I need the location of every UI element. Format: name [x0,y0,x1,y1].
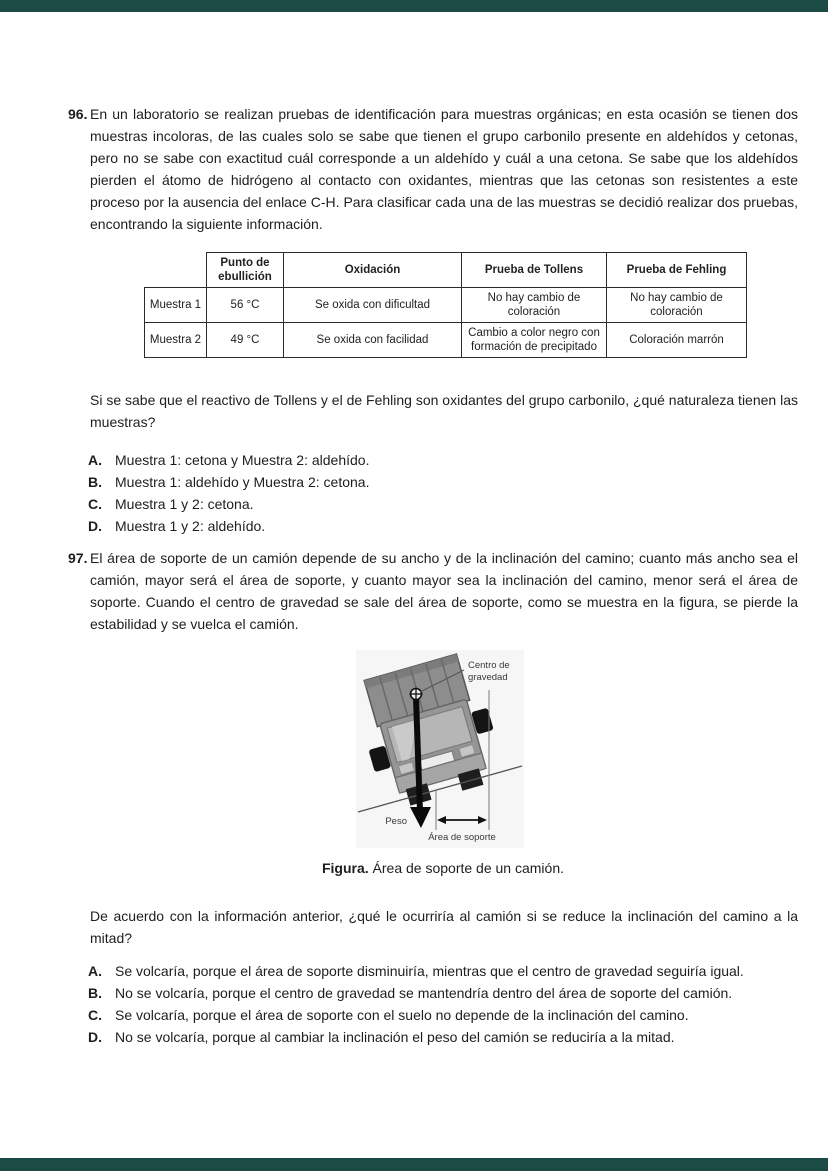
cog-label: Centro de gravedad [468,660,510,683]
option-row-97-a [88,960,800,982]
question-96 [68,103,798,235]
table-row-sample-1 [145,288,747,323]
option-text: Se volcaría, porque el área de soporte con el suelo no depende de la inclinación del camino. [115,1007,689,1023]
option-row-97-b [88,982,800,1004]
option-row-97-c [88,1004,800,1026]
option-letter: B. [88,474,102,490]
option-row-96-d [88,515,800,537]
figure-caption-title: Figura. [321,860,369,876]
table-header-row [145,253,747,288]
table-cell: 49 °C [207,323,284,358]
option-letter: A. [88,963,102,979]
option-text: Muestra 1 y 2: aldehído. [115,518,266,534]
question-97 [68,547,798,635]
question-97-body: El área de soporte de un camión depende de su ancho y de la inclinación del camino; cuanto más ancho sea el camión, mayor será el área de soporte, y cuanto mayor sea la inclinación del camino, menor será el área de soporte. Cuando el centro de gravedad se sale del área de soporte, como se muestra en la figura, se pierde la estabilidad y se vuelca el camión. [90,550,798,632]
table-header-oxidation: Oxidación [284,253,462,288]
table-cell: No hay cambio de coloración [607,288,747,323]
option-row-96-a [88,449,800,471]
figure-caption [68,858,818,878]
table-cell: Se oxida con facilidad [284,323,462,358]
option-letter: A. [88,452,102,468]
question-97-number: 97. [68,550,88,566]
support-area-label: Área de soporte [428,832,496,843]
option-text: Se volcaría, porque el área de soporte disminuiría, mientras que el centro de gravedad seguiría igual. [115,963,744,979]
table-cell: Muestra 1 [145,288,207,323]
table-cell: Muestra 2 [145,323,207,358]
page-bottom-border [0,1158,828,1171]
samples-results-table [144,252,747,358]
option-text: No se volcaría, porque el centro de gravedad se mantendría dentro del área de soporte del camión. [115,985,733,1001]
table-header-boiling-point: Punto de ebullición [207,253,284,288]
question-96-followup: Si se sabe que el reactivo de Tollens y el de Fehling son oxidantes del grupo carbonilo, ¿qué naturaleza tienen las muestras? [90,392,798,430]
option-row-96-c [88,493,800,515]
option-letter: C. [88,1007,102,1023]
figure-caption-text: Área de soporte de un camión. [368,860,564,876]
option-text: No se volcaría, porque al cambiar la inclinación el peso del camión se reduciría a la mitad. [115,1029,675,1045]
table-row-sample-2 [145,323,747,358]
question-96-number: 96. [68,106,88,122]
page-top-border [0,0,828,12]
table-cell: Se oxida con dificultad [284,288,462,323]
option-letter: D. [88,1029,102,1045]
question-97-followup: De acuerdo con la información anterior, ¿qué le ocurriría al camión si se reduce la inclinación del camino a la mitad? [90,908,798,946]
option-letter: B. [88,985,102,1001]
table-cell: Cambio a color negro con formación de precipitado [462,323,607,358]
table-header-fehling: Prueba de Fehling [607,253,747,288]
option-letter: C. [88,496,102,512]
question-96-options [88,449,800,537]
table-header-blank-cell [145,253,207,288]
question-96-body: En un laboratorio se realizan pruebas de identificación para muestras orgánicas; en esta ocasión se tienen dos muestras incoloras, de las cuales solo se sabe que tienen el grupo carbonilo presente en aldehídos y cetonas, pero no se sabe con exactitud cuál corresponde a un aldehído y cuál a una cetona. Se sabe que los aldehídos pierden el átomo de hidrógeno al contacto con oxidantes, mientras que las cetonas son resistentes a este proceso por la ausencia del enlace C-H. Para clasificar cada una de las muestras se decidió realizar dos pruebas, encontrando la siguiente información. [90,106,798,232]
weight-label: Peso [385,816,407,827]
table-cell: No hay cambio de coloración [462,288,607,323]
truck-figure [356,650,524,848]
table-header-tollens: Prueba de Tollens [462,253,607,288]
question-97-options [88,960,800,1048]
option-text: Muestra 1: aldehído y Muestra 2: cetona. [115,474,370,490]
option-text: Muestra 1: cetona y Muestra 2: aldehído. [115,452,370,468]
option-letter: D. [88,518,102,534]
option-row-97-d [88,1026,800,1048]
option-text: Muestra 1 y 2: cetona. [115,496,254,512]
table-cell: Coloración marrón [607,323,747,358]
table-cell: 56 °C [207,288,284,323]
option-row-96-b [88,471,800,493]
